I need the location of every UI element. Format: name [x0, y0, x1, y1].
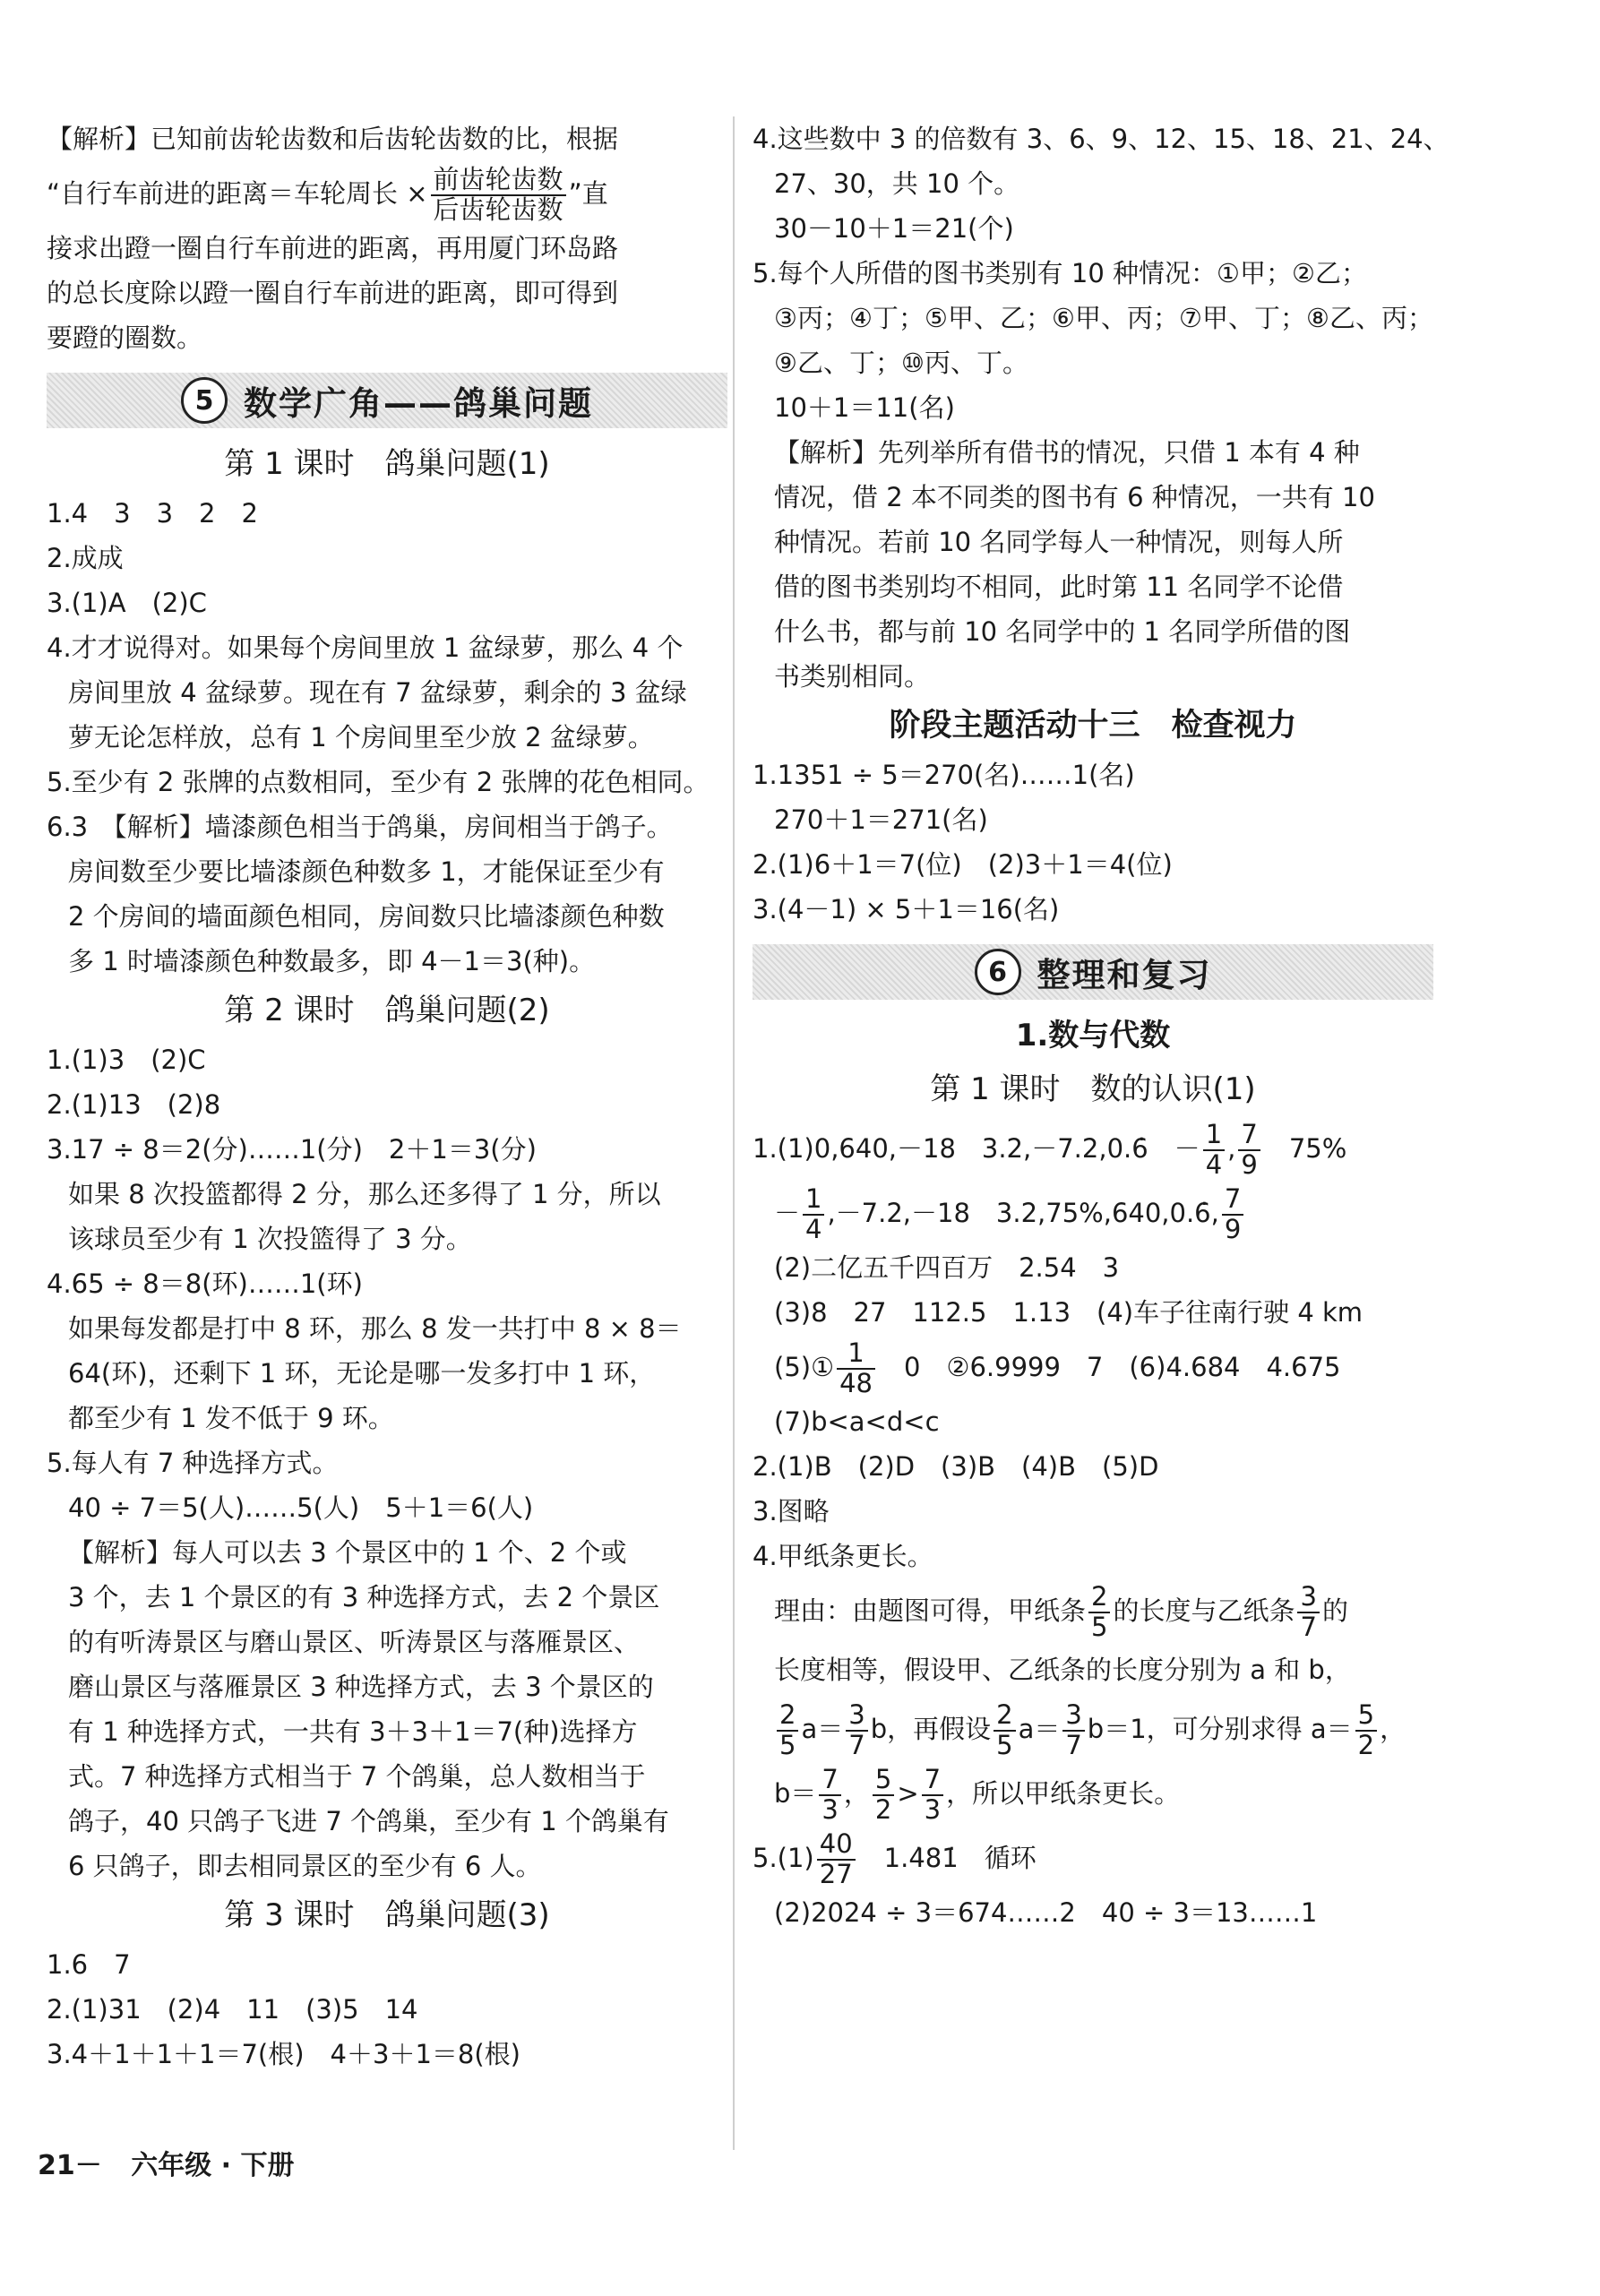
- fraction: $\frac{1}{4}$: [1203, 1121, 1225, 1180]
- fraction: $\frac{\text{前齿轮齿数}}{\text{后齿轮齿数}}$: [431, 166, 566, 225]
- answer-line: (5)① $\frac{1}{48}$ 0 ②6.9999 7 (6)4.684 4.675: [774, 1337, 1341, 1398]
- answer-line: 多 1 时墙漆颜色种数最多，即 4－1＝3(种)。: [68, 946, 596, 976]
- answer-line: 萝无论怎样放，总有 1 个房间里至少放 2 盆绿萝。: [68, 722, 654, 752]
- answer-line: 4.甲纸条更长。: [753, 1541, 933, 1571]
- answer-line: 书类别相同。: [774, 661, 931, 692]
- answer-line: 磨山景区与落雁景区 3 种选择方式，去 3 个景区的: [68, 1672, 654, 1702]
- answer-line: 3.图略: [753, 1496, 830, 1526]
- answer-line: 2.成成: [47, 543, 124, 573]
- answer-line: 该球员至少有 1 次投篮得了 3 分。: [68, 1224, 472, 1254]
- answer-line: 6 只鸽子，即去相同景区的至少有 6 人。: [68, 1851, 542, 1881]
- answer-line: 3.17 ÷ 8＝2(分)……1(分) 2＋1＝3(分): [47, 1134, 537, 1165]
- answer-line: 5.(1) $\frac{40}{27}$ 1.4̇81̇ 循环: [753, 1828, 1037, 1889]
- answer-line: 5.每个人所借的图书类别有 10 种情况：①甲；②乙；: [753, 258, 1368, 288]
- fraction: $\frac{3}{7}$: [1297, 1583, 1319, 1642]
- answer-line: $\frac{2}{5}$ a＝ $\frac{3}{7}$ b，再假设 $\frac{2}{5}$ a＝ $\frac{3}{7}$ b＝1，可分别求得 a＝ $\frac{5}{2}$ ，: [753, 1697, 1433, 1761]
- answer-line: 2.(1)B (2)D (3)B (4)B (5)D: [753, 1451, 1159, 1482]
- answer-line: 如果 8 次投篮都得 2 分，那么还多得了 1 分，所以: [68, 1179, 661, 1209]
- column-divider: [733, 116, 735, 2150]
- fraction: $\frac{5}{2}$: [1355, 1701, 1377, 1760]
- answer-line: 情况，借 2 本不同类的图书有 6 种情况，一共有 10: [774, 482, 1375, 512]
- intro-line: “自行车前进的距离＝车轮周长 × $\frac{\text{前齿轮齿数}}{\text{后齿轮齿数}}$ ”直: [47, 164, 608, 225]
- answer-line: (2)2024 ÷ 3＝674……2 40 ÷ 3＝13……1: [774, 1897, 1318, 1928]
- answer-line: 有 1 种选择方式，一共有 3＋3＋1＝7(种)选择方: [68, 1716, 638, 1747]
- answer-line: 1.(1)3 (2)C: [47, 1045, 206, 1075]
- lesson-answers: [47, 1942, 727, 2077]
- fraction: $\frac{1}{48}$: [837, 1339, 875, 1398]
- answer-line: 【解析】先列举所有借书的情况，只借 1 本有 4 种: [774, 437, 1360, 468]
- lesson-title: 第 2 课时 鸽巢问题(2): [224, 993, 550, 1028]
- section-banner: [753, 944, 1433, 1000]
- fraction: $\frac{3}{7}$: [846, 1701, 867, 1760]
- answer-line: 什么书，都与前 10 名同学中的 1 名同学所借的图: [774, 616, 1351, 647]
- answer-line: 1.6 7: [47, 1949, 131, 1980]
- answer-line: 1.1351 ÷ 5＝270(名)……1(名): [753, 760, 1135, 790]
- answer-line: 2 个房间的墙面颜色相同，房间数只比墙漆颜色种数: [68, 901, 665, 932]
- fraction: $\frac{2}{5}$: [777, 1701, 798, 1760]
- answer-line: 4.才才说得对。如果每个房间里放 1 盆绿萝，那么 4 个: [47, 632, 684, 663]
- answer-line: 64(环)，还剩下 1 环，无论是哪一发多打中 1 环，: [68, 1358, 656, 1389]
- answer-line: b＝ $\frac{7}{3}$ ， $\frac{5}{2}$ > $\frac{7}{3}$ ，所以甲纸条更长。: [774, 1764, 1181, 1825]
- page-footer: [38, 2143, 295, 2182]
- fraction: $\frac{7}{3}$: [922, 1766, 943, 1825]
- answer-line: 式。7 种选择方式相当于 7 个鸽巢，总人数相当于: [68, 1761, 646, 1792]
- section-number: 5: [181, 377, 228, 424]
- right-column: [753, 116, 1449, 1935]
- fraction: $\frac{2}{5}$: [1088, 1583, 1110, 1642]
- fraction: $\frac{40}{27}$: [817, 1830, 856, 1889]
- answer-line: 种情况。若前 10 名同学每人一种情况，则每人所: [774, 527, 1344, 557]
- answer-line: 2.(1)6＋1＝7(位) (2)3＋1＝4(位): [753, 849, 1173, 880]
- fraction: $\frac{7}{3}$: [819, 1766, 840, 1825]
- answer-line: 1.4 3 3 2 2: [47, 498, 258, 529]
- answer-line: ⑨乙、丁；⑩丙、丁。: [774, 348, 1028, 378]
- answer-line: 27、30，共 10 个。: [774, 168, 1020, 199]
- answer-line: 5.每人有 7 种选择方式。: [47, 1448, 339, 1478]
- answer-line: 3.4＋1＋1＋1＝7(根) 4＋3＋1＝8(根): [47, 2039, 520, 2069]
- answer-line: 房间里放 4 盆绿萝。现在有 7 盆绿萝，剩余的 3 盆绿: [68, 677, 687, 708]
- lesson-title: 第 1 课时 鸽巢问题(1): [224, 446, 550, 482]
- fraction: $\frac{3}{7}$: [1062, 1701, 1084, 1760]
- answer-line: 4.65 ÷ 8＝8(环)……1(环): [47, 1268, 363, 1299]
- answer-line: 3.(1)A (2)C: [47, 588, 207, 618]
- answer-line: 2.(1)31 (2)4 11 (3)5 14: [47, 1994, 418, 2025]
- answer-line: 如果每发都是打中 8 环，那么 8 发一共打中 8 × 8＝: [68, 1313, 682, 1344]
- section-title: 数学广角——鸽巢问题: [244, 384, 593, 423]
- answer-line: (3)8 27 112.5 1.13 (4)车子往南行驶 4 km: [774, 1297, 1363, 1328]
- answer-line: 1.(1)0,640,－18 3.2,－7.2,0.6̇ － $\frac{1}{4}$ , $\frac{7}{9}$ 75%: [753, 1119, 1347, 1180]
- answer-line: 借的图书类别均不相同，此时第 11 名同学不论借: [774, 572, 1344, 602]
- lesson-answers: [47, 491, 727, 984]
- fraction: $\frac{7}{9}$: [1238, 1121, 1260, 1180]
- activity-title: 阶段主题活动十三 检查视力: [889, 708, 1297, 744]
- answer-line: 鸽子，40 只鸽子飞进 7 个鸽巢，至少有 1 个鸽巢有: [68, 1806, 669, 1836]
- lesson-title: 第 1 课时 数的认识(1): [930, 1071, 1256, 1107]
- section-number: 6: [975, 949, 1021, 995]
- section-banner: [47, 373, 727, 428]
- answer-line: 的有听涛景区与磨山景区、听涛景区与落雁景区、: [68, 1627, 641, 1657]
- answer-line: 4.这些数中 3 的倍数有 3、6、9、12、15、18、21、24、: [753, 124, 1449, 154]
- lesson-title: 第 3 课时 鸽巢问题(3): [224, 1897, 550, 1933]
- section-title: 整理和复习: [1037, 956, 1212, 994]
- intro-line: 接求出蹬一圈自行车前进的距离，再用厦门环岛路: [47, 233, 619, 263]
- fraction: $\frac{1}{4}$: [803, 1185, 824, 1244]
- intro-line: 的总长度除以蹬一圈自行车前进的距离，即可得到: [47, 278, 619, 308]
- answer-line: 【解析】每人可以去 3 个景区中的 1 个、2 个或: [68, 1537, 627, 1568]
- answer-line: (7)b<a<d<c: [774, 1406, 940, 1437]
- answer-line: 30－10＋1＝21(个): [774, 213, 1014, 244]
- intro-line: 要蹬的圈数。: [47, 322, 203, 353]
- fraction: $\frac{5}{2}$: [873, 1766, 894, 1825]
- fraction: $\frac{2}{5}$: [994, 1701, 1015, 1760]
- subsection-title: 1.数与代数: [1015, 1018, 1171, 1053]
- answer-line: 40 ÷ 7＝5(人)……5(人) 5＋1＝6(人): [68, 1492, 534, 1523]
- lesson-answers: [47, 1037, 727, 1888]
- answer-line: － $\frac{1}{4}$ ,－7.2,－18 3.2,75%,640,0.6̇, $\frac{7}{9}$: [753, 1181, 1433, 1245]
- answer-line: 3 个，去 1 个景区的有 3 种选择方式，去 2 个景区: [68, 1582, 660, 1612]
- intro-line: 【解析】已知前齿轮齿数和后齿轮齿数的比，根据: [47, 124, 619, 154]
- answer-line: 5.至少有 2 张牌的点数相同，至少有 2 张牌的花色相同。: [47, 767, 710, 797]
- answer-line: ③丙；④丁；⑤甲、乙；⑥甲、丙；⑦甲、丁；⑧乙、丙；: [774, 303, 1433, 333]
- left-column: [47, 116, 727, 2077]
- fraction: $\frac{7}{9}$: [1222, 1185, 1243, 1244]
- answer-line: 270＋1＝271(名): [774, 804, 988, 835]
- answer-line: (2)二亿五千四百万 2.54 3: [774, 1252, 1120, 1283]
- answer-line: 10＋1＝11(名): [774, 392, 955, 423]
- page-number: 21－: [38, 2150, 102, 2181]
- answer-line: 长度相等，假设甲、乙纸条的长度分别为 a 和 b，: [774, 1655, 1351, 1685]
- answer-line: 理由：由题图可得，甲纸条 $\frac{2}{5}$ 的长度与乙纸条 $\frac{3}{7}$ 的: [774, 1581, 1348, 1642]
- answer-line: 都至少有 1 发不低于 9 环。: [68, 1403, 394, 1433]
- answer-line: 2.(1)13 (2)8: [47, 1089, 221, 1120]
- answer-line: 3.(4－1) × 5＋1＝16(名): [753, 894, 1060, 924]
- answer-line: 6.3 【解析】墙漆颜色相当于鸽巢，房间相当于鸽子。: [47, 812, 673, 842]
- grade-label: 六年级 · 下册: [131, 2150, 295, 2181]
- answer-line: 房间数至少要比墙漆颜色种数多 1，才能保证至少有: [68, 856, 665, 887]
